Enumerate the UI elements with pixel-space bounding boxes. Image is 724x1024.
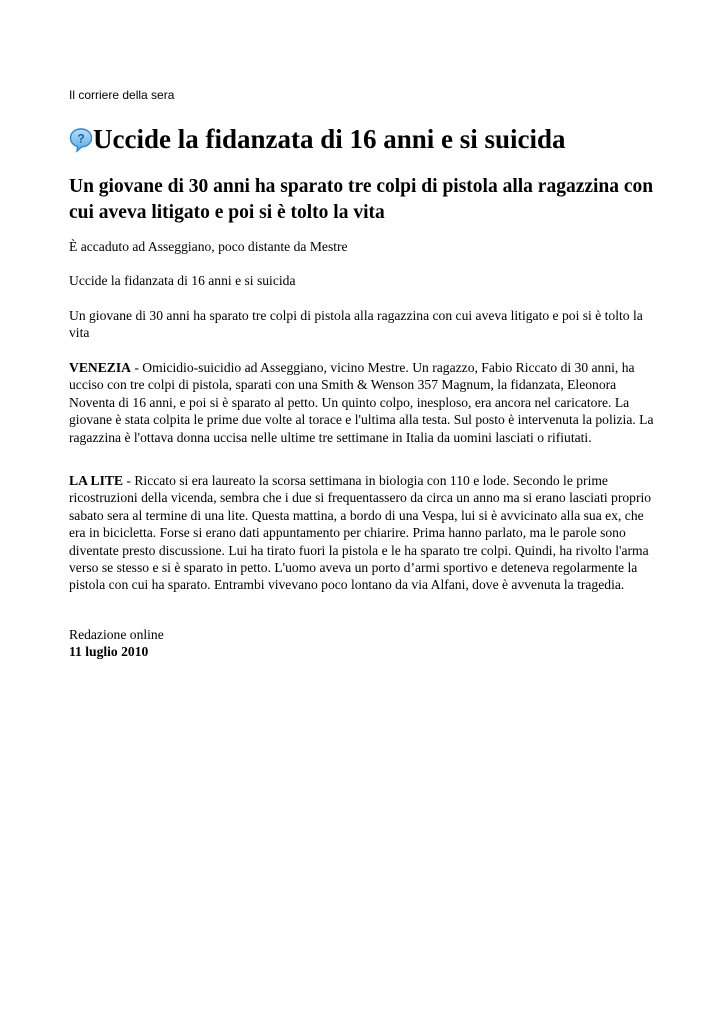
publish-date <box>69 643 659 660</box>
venezia-text: - Omicidio-suicidio ad Asseggiano, vicino Mestre. Un ragazzo, Fabio Riccato di 30 anni, ha ucciso con tre colpi di pistola, sparati con una Smith & Wenson 357 Magnum, la fidanzata, Eleonora Noventa di 16 anni, e poi si è sparato al petto. Un quinto colpo, inesploso, era ancora nel caricatore. La giovane è stata colpita le prime due volte al torace e l'ultima alla testa. Sul posto è intervenuta la polizia. La ragazzina è l'ottava donna uccisa nelle ultime tre settimane in Italia da uomini lasciati o rifiutati. <box>69 360 654 445</box>
intro-paragraph: È accaduto ad Asseggiano, poco distante da Mestre <box>69 239 348 254</box>
publish-date-text: 11 luglio 2010 <box>69 644 149 659</box>
repeat-subtitle-paragraph: Un giovane di 30 anni ha sparato tre colpi di pistola alla ragazzina con cui aveva litigato e poi si è tolto la vita <box>69 308 643 341</box>
repeat-title-paragraph: Uccide la fidanzata di 16 anni e si suicida <box>69 273 296 288</box>
headline-text: Uccide la fidanzata di 16 anni e si suicida <box>93 124 566 154</box>
speech-bubble-question-icon <box>69 126 93 152</box>
subtitle: Un giovane di 30 anni ha sparato tre colpi di pistola alla ragazzina con cui aveva litigato e poi si è tolto la vita <box>69 176 654 223</box>
headline <box>69 121 669 157</box>
svg-text:?: ? <box>77 131 85 146</box>
venezia-lead: VENEZIA <box>69 360 131 375</box>
venezia-paragraph <box>69 359 659 446</box>
lite-lead: LA LITE <box>69 473 124 488</box>
lite-paragraph <box>69 472 659 594</box>
byline: Redazione online <box>69 627 164 642</box>
source-label: Il corriere della sera <box>69 88 175 102</box>
lite-text: - Riccato si era laureato la scorsa settimana in biologia con 110 e lode. Secondo le prime ricostruzioni della vicenda, sembra che i due si frequentassero da circa un anno ma si erano lasciati proprio sabato sera al termine di una lite. Questa mattina, a bordo di una Vespa, lui si è avvicinato alla sua ex, che era in bicicletta. Forse si erano dati appuntamento per chiarire. Prima hanno parlato, ma le parole sono diventate presto discussione. Lui ha tirato fuori la pistola e le ha sparato tre colpi. Quindi, ha rivolto l'arma verso se stesso e si è sparato in petto. L'uomo aveva un porto d’armi sportivo e deteneva regolarmente la pistola con cui ha sparato. Entrambi vivevano poco lontano da via Alfani, dove è avvenuta la tragedia. <box>69 473 652 593</box>
